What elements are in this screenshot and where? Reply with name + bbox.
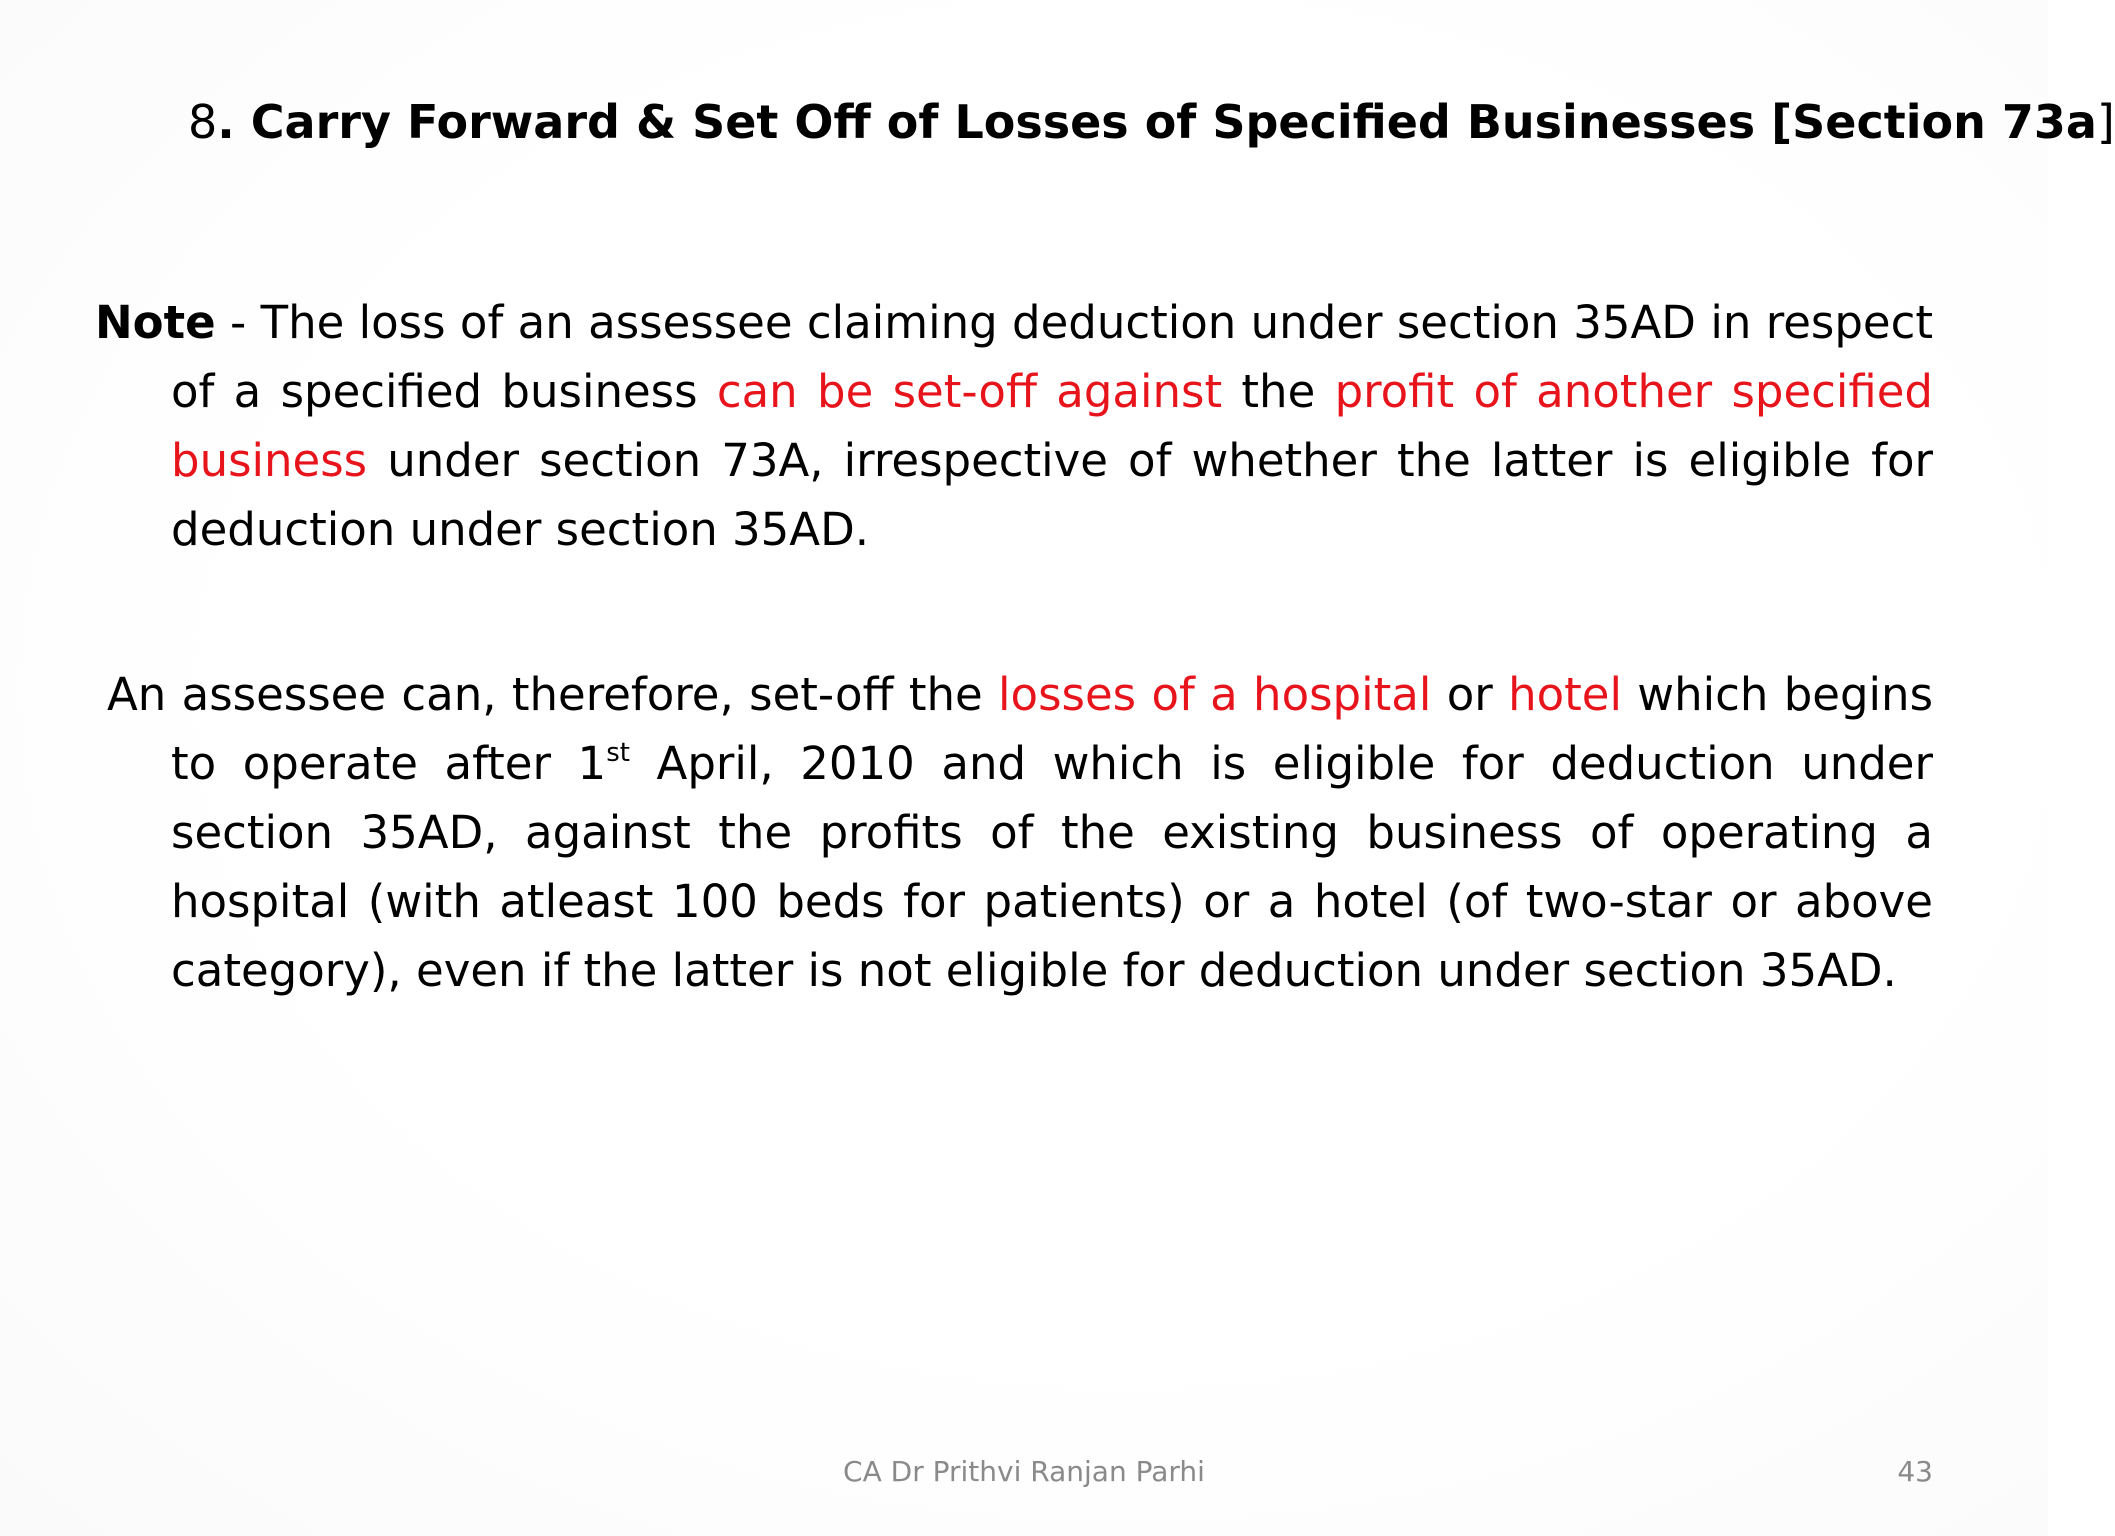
- title-number: 8: [188, 95, 218, 149]
- second-paragraph: [95, 660, 1933, 1005]
- note-paragraph: [95, 288, 1933, 564]
- title-close-bracket: ]: [2096, 95, 2115, 149]
- footer-author: CA Dr Prithvi Ranjan Parhi: [843, 1455, 1205, 1488]
- note-text-1: - The loss of an assessee claiming deduction under section 35AD in respect of a specified business: [171, 296, 1933, 418]
- para2-text-3: which begins to operate after 1: [171, 668, 1934, 790]
- title-text: Carry Forward & Set Off of Losses of Specified Businesses [Section 73a: [250, 95, 2097, 149]
- slide-title: [188, 92, 2115, 152]
- page-number: 43: [1897, 1455, 1933, 1488]
- note-text-3: under section 73A, irrespective of whether the latter is eligible for deduction under section 35AD.: [171, 434, 1933, 556]
- note-highlight-profit: profit of another specified business: [171, 365, 1933, 487]
- para2-superscript: st: [606, 738, 630, 768]
- para2-highlight-hotel: hotel: [1508, 668, 1622, 721]
- para2-highlight-hospital: losses of a hospital: [998, 668, 1432, 721]
- note-label: Note: [95, 296, 216, 349]
- para2-text-1: An assessee can, therefore, set-off the: [107, 668, 999, 721]
- note-text-2: the: [1222, 365, 1335, 418]
- title-separator: .: [217, 95, 251, 149]
- para2-text-2: or: [1431, 668, 1509, 721]
- note-highlight-set-off: can be set-off against: [716, 365, 1223, 418]
- para2-text-4: April, 2010 and which is eligible for deduction under section 35AD, against the profits of the existing business of operating a hospital (with atleast 100 beds for patients) or a hotel (of two-star or above category), even if the latter is not eligible for deduction under section 35AD.: [171, 737, 1933, 997]
